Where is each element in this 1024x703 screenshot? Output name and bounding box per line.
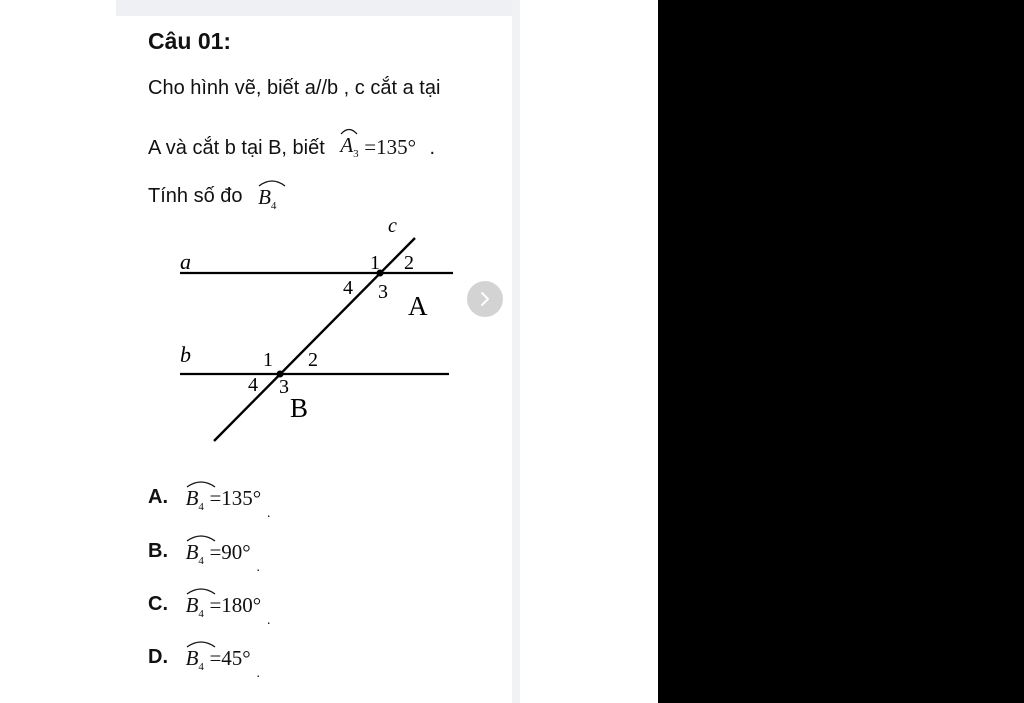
option-b-value: =90° xyxy=(209,540,251,564)
given-angle-sub: 3 xyxy=(353,148,359,160)
angle-B-3: 3 xyxy=(279,376,289,398)
angle-A-1: 1 xyxy=(370,252,380,274)
point-B-label: B xyxy=(290,393,309,423)
card-edge xyxy=(512,0,520,703)
option-b-letter: B. xyxy=(148,540,168,562)
option-b[interactable] xyxy=(148,532,260,574)
option-c[interactable] xyxy=(148,585,271,627)
option-d-letter: D. xyxy=(148,646,168,668)
question-title: Câu 01: xyxy=(148,28,232,54)
black-panel xyxy=(658,0,1024,703)
angle-B-4: 4 xyxy=(248,374,258,396)
option-b-angle-letter: B xyxy=(185,540,199,564)
question-line-2-prefix: A và cắt b tại B, biết xyxy=(148,137,325,159)
option-a-angle xyxy=(186,478,204,513)
option-a-angle-sub: 4 xyxy=(198,501,204,513)
line-a-label: a xyxy=(180,249,191,274)
question-line-3-prefix: Tính số đo xyxy=(148,185,243,207)
question-line-2 xyxy=(148,127,435,162)
line-b-label: b xyxy=(180,342,191,367)
option-a-value: =135° xyxy=(209,486,262,510)
left-gutter xyxy=(0,0,116,703)
geometry-figure xyxy=(170,212,470,447)
angle-B-2: 2 xyxy=(308,349,318,371)
chevron-right-icon xyxy=(478,290,492,308)
option-c-angle-sub: 4 xyxy=(198,608,204,620)
angle-A-3: 3 xyxy=(378,281,388,303)
next-button[interactable] xyxy=(467,281,503,317)
given-angle xyxy=(340,125,358,160)
option-a-angle-letter: B xyxy=(185,486,199,510)
option-c-end: . xyxy=(266,611,271,627)
given-angle-letter: A xyxy=(340,133,354,157)
target-angle-sub: 4 xyxy=(270,200,277,212)
option-c-letter: C. xyxy=(148,593,168,615)
option-a-letter: A. xyxy=(148,486,168,508)
option-b-angle xyxy=(186,532,204,567)
option-d-value: =45° xyxy=(209,646,251,670)
question-line-1: Cho hình vẽ, biết a//b , c cắt a tại xyxy=(148,77,441,99)
option-b-end: . xyxy=(256,558,261,574)
angle-A-2: 2 xyxy=(404,252,414,274)
line-c-label: c xyxy=(388,215,397,237)
option-d-angle-letter: B xyxy=(185,646,199,670)
target-angle xyxy=(258,177,276,212)
line-c xyxy=(214,238,415,441)
question-line-2-end: . xyxy=(429,137,436,159)
option-d[interactable] xyxy=(148,638,260,680)
option-b-angle-sub: 4 xyxy=(198,555,204,567)
option-c-angle-letter: B xyxy=(185,593,199,617)
card-top-band xyxy=(116,0,516,16)
option-d-angle xyxy=(186,638,204,673)
option-a-end: . xyxy=(266,504,271,520)
question-line-3 xyxy=(148,175,276,210)
option-a[interactable] xyxy=(148,478,271,520)
option-d-end: . xyxy=(256,664,261,680)
target-angle-letter: B xyxy=(258,185,271,209)
point-A-label: A xyxy=(408,291,428,321)
option-c-angle xyxy=(186,585,204,620)
given-angle-value: =135° xyxy=(364,135,416,159)
angle-B-1: 1 xyxy=(263,349,273,371)
angle-A-4: 4 xyxy=(343,277,353,299)
option-d-angle-sub: 4 xyxy=(198,661,204,673)
option-c-value: =180° xyxy=(209,593,262,617)
